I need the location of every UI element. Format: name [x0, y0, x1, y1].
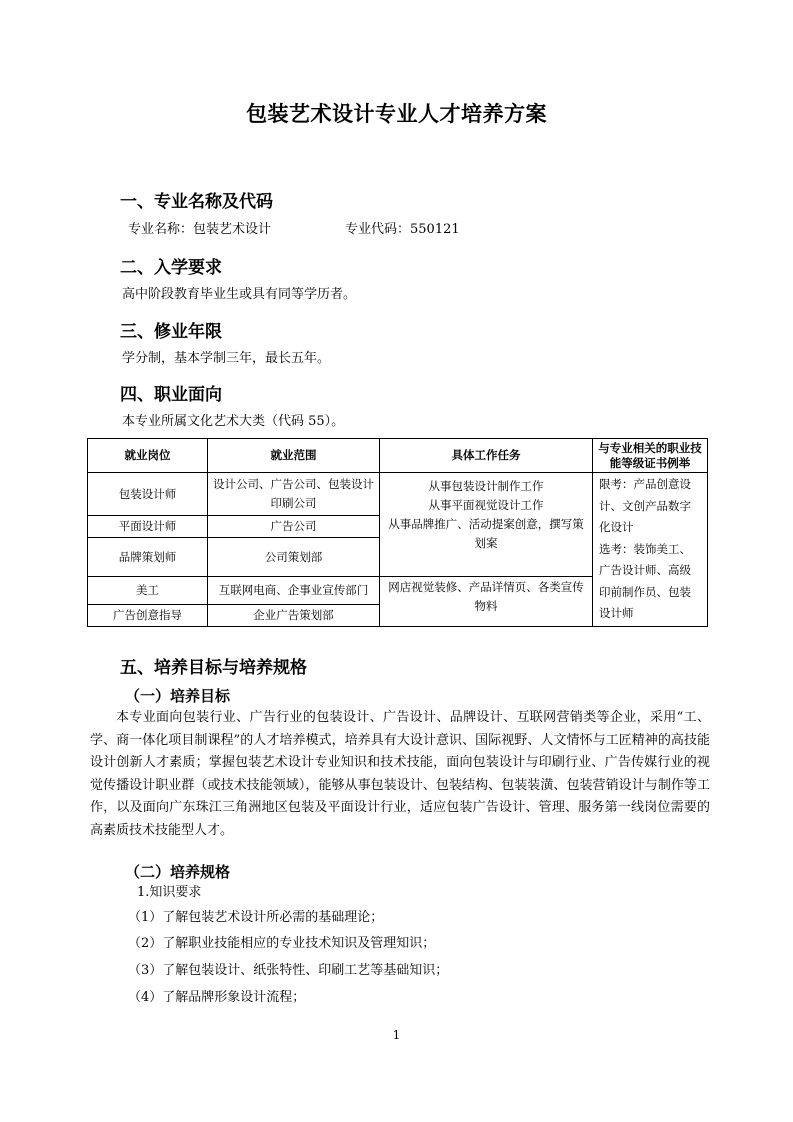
certificates-cell — [593, 473, 708, 627]
heading-section-5: 五、培养目标与培养规格 — [120, 658, 307, 678]
training-goal-paragraph: 本专业面向包装行业、广告行业的包装设计、广告设计、品牌设计、互联网营销类等企业，采用“工、学、商一体化项目制课程”的人才培养模式，培养具有大设计意识、国际视野、人文情怀与工匠精神的高技能设计创新人才素质；掌握包装艺术设计专业知识和技术技能，面向包装设计与印刷行业、广告传媒行业的视觉传播设计职业群（或技术技能领域），能够从事包装设计、包装结构、包装装潢、包装营销设计与制作等工作，以及面向广东珠江三角洲地区包装及平面设计行业，适应包装广告设计、管理、服务第一线岗位需要的高素质技术技能型人才。 — [90, 710, 710, 838]
list-item: （1）了解包装艺术设计所必需的基础理论； — [128, 910, 384, 925]
page-number: 1 — [392, 1028, 401, 1042]
admission-text: 高中阶段教育毕业生或具有同等学历者。 — [122, 287, 357, 302]
subheading-goals: （一）培养目标 — [125, 687, 231, 705]
header-post: 就业岗位 — [88, 439, 208, 473]
major-name: 专业名称：包装艺术设计 — [128, 222, 272, 237]
range-cell: 设计公司、广告公司、包装设计印刷公司 — [208, 473, 380, 516]
heading-section-2: 二、入学要求 — [120, 258, 222, 278]
post-cell: 平面设计师 — [88, 516, 208, 538]
task-cell-upper — [380, 473, 593, 577]
heading-section-1: 一、专业名称及代码 — [120, 192, 273, 212]
header-tasks: 具体工作任务 — [380, 439, 593, 473]
table-row — [88, 473, 708, 516]
range-cell: 企业广告策划部 — [208, 604, 380, 626]
post-cell: 品牌策划师 — [88, 538, 208, 577]
post-cell: 美工 — [88, 577, 208, 605]
document-title: 包装艺术设计专业人才培养方案 — [246, 102, 547, 126]
certificates-text: 限考：产品创意设计、文创产品数字化设计 选考：装饰美工、广告设计师、高级印前制作员、包装设计师 — [599, 477, 691, 620]
range-cell: 公司策划部 — [208, 538, 380, 577]
heading-section-3: 三、修业年限 — [120, 322, 222, 342]
knowledge-title: 1.知识要求 — [137, 885, 202, 900]
table-header-row — [88, 439, 708, 473]
header-range: 就业范围 — [208, 439, 380, 473]
range-cell: 广告公司 — [208, 516, 380, 538]
task-cell-lower: 网店视觉装修、产品详情页、各类宣传物料 — [380, 577, 593, 627]
range-cell: 互联网电商、企事业宣传部门 — [208, 577, 380, 605]
category-text: 本专业所属文化艺术大类（代码 55）。 — [122, 414, 345, 429]
study-years-text: 学分制，基本学制三年，最长五年。 — [122, 351, 331, 366]
major-code: 专业代码：550121 — [345, 222, 460, 237]
list-item: （4）了解品牌形象设计流程； — [128, 990, 306, 1005]
task-text-upper: 从事包装设计制作工作 从事平面视觉设计工作 从事品牌推广、活动提案创意，撰写策划案 — [388, 479, 584, 550]
subheading-specs: （二）培养规格 — [125, 863, 231, 881]
list-item: （2）了解职业技能相应的专业技术知识及管理知识； — [128, 936, 436, 951]
list-item: （3）了解包装设计、纸张特性、印刷工艺等基础知识； — [128, 963, 449, 978]
header-certificates: 与专业相关的职业技能等级证书例举 — [593, 439, 708, 473]
post-cell: 广告创意指导 — [88, 604, 208, 626]
post-cell: 包装设计师 — [88, 473, 208, 516]
heading-section-4: 四、职业面向 — [120, 385, 222, 405]
career-table — [87, 438, 708, 627]
